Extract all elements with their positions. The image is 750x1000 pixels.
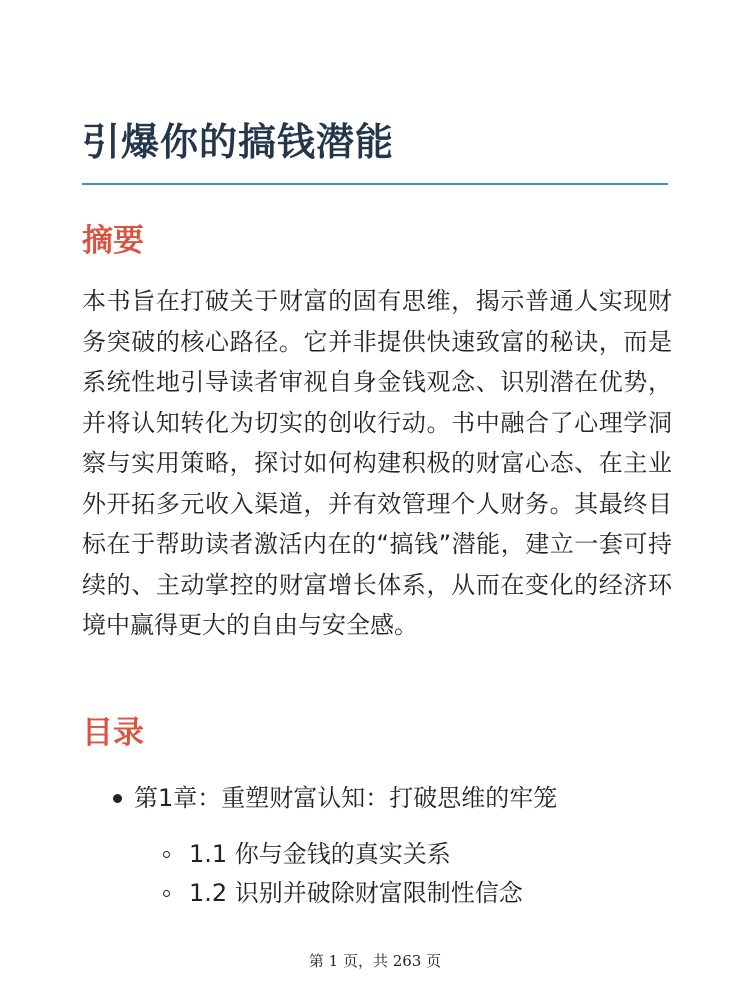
document-title: 引爆你的搞钱潜能: [82, 120, 395, 164]
page-footer: 第 1 页，共 263 页: [308, 952, 442, 970]
summary-heading: 摘要: [82, 223, 144, 259]
summary-paragraph: 本书旨在打破关于财富的固有思维，揭示普通人实现财务突破的核心路径。它并非提供快速致富的秘诀，而是系统性地引导读者审视自身金钱观念、识别潜在优势，并将认知转化为切实的创收行动。书中融合了心理学洞察与实用策略，探讨如何构建积极的财富心态、在主业外开拓多元收入渠道，并有效管理个人财务。其最终目标在于帮助读者激活内在的“搞钱”潜能，建立一套可持续的、主动掌控的财富增长体系，从而在变化的经济环境中赢得更大的自由与安全感。: [82, 287, 672, 639]
toc-section-1-1-label: 1.1 你与金钱的真实关系: [189, 840, 451, 868]
toc-heading: 目录: [82, 715, 144, 751]
disc-bullet-icon: [113, 794, 122, 803]
circle-bullet-icon: [163, 890, 170, 897]
toc-chapter-1-label: 第1章：重塑财富认知：打破思维的牢笼: [134, 784, 558, 812]
title-divider: [82, 183, 668, 185]
circle-bullet-icon: [163, 851, 170, 858]
toc-section-1-2-label: 1.2 识别并破除财富限制性信念: [189, 879, 523, 907]
